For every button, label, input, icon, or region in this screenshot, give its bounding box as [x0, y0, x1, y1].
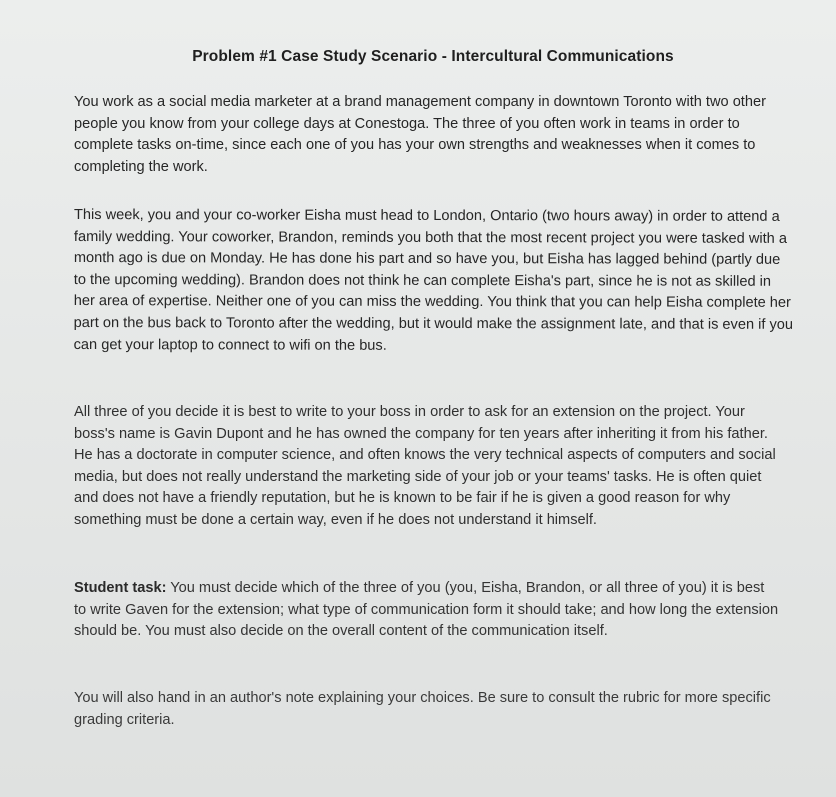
paragraph-scenario: This week, you and your co-worker Eisha must head to London, Ontario (two hours away) in order to attend a family wedding. Your coworker, Brandon, reminds you both that the most recent project you were tasked with a month ago is due on Monday. He has done his part and so have you, but Eisha has lagged behind (partly due to the upcoming wedding). Brandon does not think he can complete Eisha's part, since he is not as skilled in her area of expertise. Neither one of you can miss the wedding. You think that you can help Eisha complete her part on the bus back to Toronto after the wedding, but it would make the assignment late, and that is even if you can get your laptop to connect to wifi on the bus. [73, 207, 794, 354]
paragraph-closing: You will also hand in an author's note explaining your choices. Be sure to consult the rubric for more specific grading criteria. [74, 690, 771, 728]
paragraph-boss: All three of you decide it is best to write to your boss in order to ask for an extension on the project. Your boss's name is Gavin Dupont and he has owned the company for ten years after inheriting it from his father. He has a doctorate in computer science, and often knows the very technical aspects of computers and social media, but does not really understand the marketing side of your job or your teams' tasks. He is often quiet and does not have a friendly reputation, but he is known to be fair if he is given a good reason for why something must be done a certain way, even if he does not understand it himself. [74, 404, 776, 528]
student-task-label: Student task: [74, 580, 167, 596]
document-title: Problem #1 Case Study Scenario - Intercultural Communications [192, 48, 674, 65]
paragraph-intro: You work as a social media marketer at a brand management company in downtown Toronto with two other people you know from your college days at Conestoga. The three of you often work in teams in order to complete tasks on-time, since each one of you has your own strengths and weaknesses when it comes to completing the work. [74, 94, 766, 175]
paragraph-student-task [74, 578, 779, 643]
student-task-text: You must decide which of the three of you (you, Eisha, Brandon, or all three of you) it is best to write Gaven for the extension; what type of communication form it should take; and how long the extension should be. You must also decide on the overall content of the communication itself. [74, 580, 779, 640]
